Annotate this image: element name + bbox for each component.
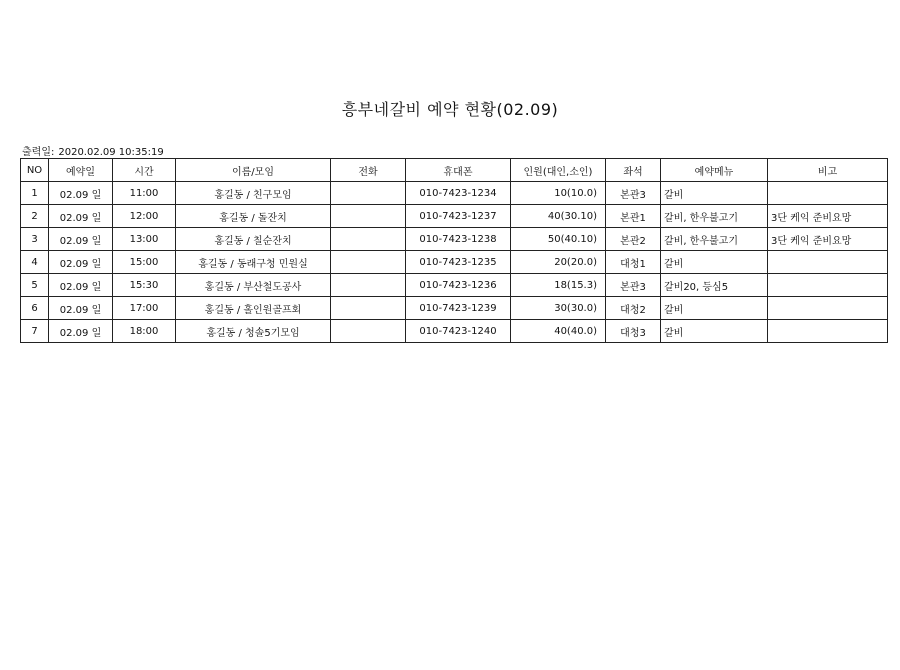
cell-seat: 본관1 [606,205,661,228]
cell-people: 20(20.0) [511,251,606,274]
cell-date: 02.09 일 [49,205,113,228]
cell-no: 5 [21,274,49,297]
cell-name-group: 홍길동 / 칠순잔치 [176,228,331,251]
cell-no: 1 [21,182,49,205]
cell-seat: 대청2 [606,297,661,320]
cell-note: 3단 케익 준비요망 [768,205,888,228]
cell-time: 11:00 [113,182,176,205]
cell-phone [331,182,406,205]
cell-name-group: 홍길동 / 돌잔치 [176,205,331,228]
cell-people: 40(40.0) [511,320,606,343]
cell-time: 18:00 [113,320,176,343]
cell-time: 13:00 [113,228,176,251]
cell-time: 15:30 [113,274,176,297]
cell-date: 02.09 일 [49,274,113,297]
cell-name-group: 홍길동 / 홀인원골프회 [176,297,331,320]
cell-phone [331,228,406,251]
table-row [21,228,888,251]
cell-menu: 갈비, 한우불고기 [661,205,768,228]
cell-note [768,274,888,297]
cell-time: 12:00 [113,205,176,228]
cell-note [768,182,888,205]
cell-menu: 갈비 [661,182,768,205]
cell-name-group: 홍길동 / 부산철도공사 [176,274,331,297]
document-title: 흥부네갈비 예약 현황(02.09) [341,100,559,119]
cell-note [768,320,888,343]
cell-menu: 갈비20, 등심5 [661,274,768,297]
cell-date: 02.09 일 [49,182,113,205]
cell-mobile: 010-7423-1235 [406,251,511,274]
header-menu: 예약메뉴 [661,159,768,182]
header-no: NO [21,159,49,182]
header-note: 비고 [768,159,888,182]
header-time: 시간 [113,159,176,182]
cell-menu: 갈비 [661,320,768,343]
table-row [21,320,888,343]
cell-menu: 갈비 [661,251,768,274]
table-row [21,205,888,228]
cell-seat: 본관3 [606,274,661,297]
cell-no: 4 [21,251,49,274]
cell-phone [331,251,406,274]
cell-no: 7 [21,320,49,343]
table-row [21,182,888,205]
table-row [21,274,888,297]
print-date-value: 2020.02.09 10:35:19 [58,147,164,158]
cell-date: 02.09 일 [49,297,113,320]
cell-mobile: 010-7423-1240 [406,320,511,343]
header-seat: 좌석 [606,159,661,182]
header-date: 예약일 [49,159,113,182]
cell-note [768,297,888,320]
print-date-line [22,143,164,158]
cell-mobile: 010-7423-1239 [406,297,511,320]
cell-phone [331,297,406,320]
cell-seat: 대청3 [606,320,661,343]
cell-date: 02.09 일 [49,228,113,251]
cell-seat: 본관2 [606,228,661,251]
cell-people: 30(30.0) [511,297,606,320]
cell-note: 3단 케익 준비요망 [768,228,888,251]
cell-seat: 대청1 [606,251,661,274]
table-row [21,297,888,320]
header-mobile: 휴대폰 [406,159,511,182]
cell-no: 2 [21,205,49,228]
cell-people: 50(40.10) [511,228,606,251]
cell-time: 17:00 [113,297,176,320]
cell-time: 15:00 [113,251,176,274]
cell-mobile: 010-7423-1236 [406,274,511,297]
cell-name-group: 홍길동 / 청솔5기모임 [176,320,331,343]
cell-people: 18(15.3) [511,274,606,297]
cell-date: 02.09 일 [49,320,113,343]
cell-menu: 갈비 [661,297,768,320]
header-name-group: 이름/모임 [176,159,331,182]
cell-phone [331,274,406,297]
reservation-table [20,158,888,343]
print-date-label: 출력일: [22,147,55,158]
header-people: 인원(대인,소인) [511,159,606,182]
cell-phone [331,205,406,228]
cell-mobile: 010-7423-1237 [406,205,511,228]
cell-menu: 갈비, 한우불고기 [661,228,768,251]
cell-name-group: 홍길동 / 친구모임 [176,182,331,205]
cell-people: 10(10.0) [511,182,606,205]
table-header-row [21,159,888,182]
cell-name-group: 홍길동 / 동래구청 민원실 [176,251,331,274]
cell-note [768,251,888,274]
cell-date: 02.09 일 [49,251,113,274]
table-row [21,251,888,274]
cell-people: 40(30.10) [511,205,606,228]
cell-mobile: 010-7423-1234 [406,182,511,205]
header-phone: 전화 [331,159,406,182]
cell-no: 3 [21,228,49,251]
cell-mobile: 010-7423-1238 [406,228,511,251]
cell-seat: 본관3 [606,182,661,205]
cell-phone [331,320,406,343]
cell-no: 6 [21,297,49,320]
